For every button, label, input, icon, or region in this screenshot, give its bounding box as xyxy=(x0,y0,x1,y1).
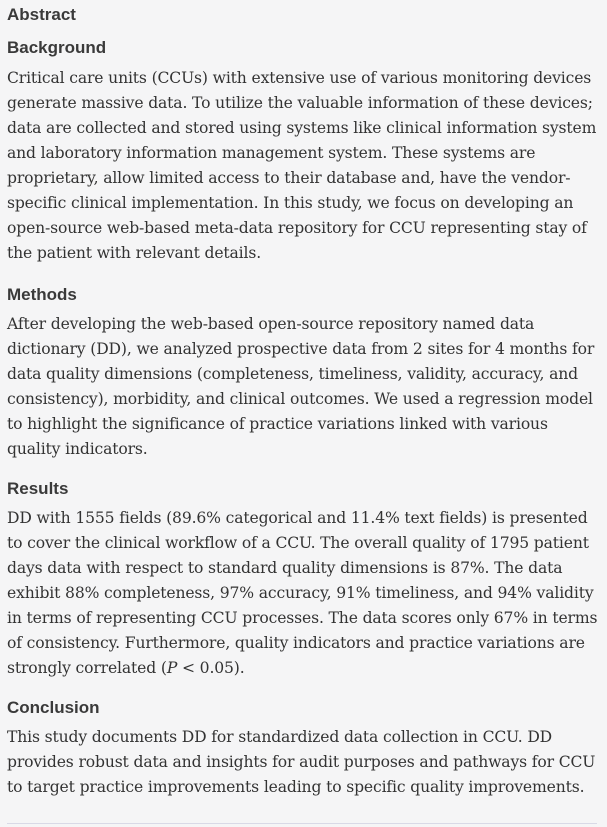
section-text-results xyxy=(7,506,603,681)
section-heading-background: Background xyxy=(7,38,107,57)
section-heading-conclusion: Conclusion xyxy=(7,698,100,717)
section-background xyxy=(7,38,603,266)
section-heading-results: Results xyxy=(7,479,69,498)
section-methods xyxy=(7,285,603,462)
p-symbol: P xyxy=(166,659,178,677)
section-text-background: Critical care units (CCUs) with extensive use of various monitoring devices generate massive data. To utilize the valuable information of these devices; data are collected and stored using systems like clinical information system and laboratory information management system. These systems are proprietary, allow limited access to their database and, have the vendor-specific clinical implementation. In this study, we focus on developing an open-source web-based meta-data repository for CCU representing stay of the patient with relevant details. xyxy=(7,69,597,262)
section-results xyxy=(7,479,603,681)
bottom-divider xyxy=(7,823,597,824)
section-heading-methods: Methods xyxy=(7,285,77,304)
results-text: DD with 1555 fields (89.6% categorical and 11.4% text fields) is presented to cover the clinical workflow of a CCU. The overall quality of 1795 patient days data with respect to standard quality dimensions is 87%. The data exhibit 88% completeness, 97% accuracy, 91% timeliness, and 94% validity in terms of representing CCU processes. The data scores only 67% in terms of consistency. Furthermore, quality indicators and practice variations are strongly correlated ( xyxy=(7,509,598,677)
abstract xyxy=(7,0,603,800)
abstract-title: Abstract xyxy=(7,5,76,24)
p-value: < 0.05). xyxy=(177,659,245,677)
section-text-conclusion: This study documents DD for standardized data collection in CCU. DD provides robust data and insights for audit purposes and pathways for CCU to target practice improvements leading to specific quality improvements. xyxy=(7,728,596,796)
section-text-methods: After developing the web-based open-source repository named data dictionary (DD), we analyzed prospective data from 2 sites for 4 months for data quality dimensions (completeness, timeliness, validity, accuracy, and consistency), morbidity, and clinical outcomes. We used a regression model to highlight the significance of practice variations linked with various quality indicators. xyxy=(7,315,595,458)
section-conclusion xyxy=(7,698,603,800)
